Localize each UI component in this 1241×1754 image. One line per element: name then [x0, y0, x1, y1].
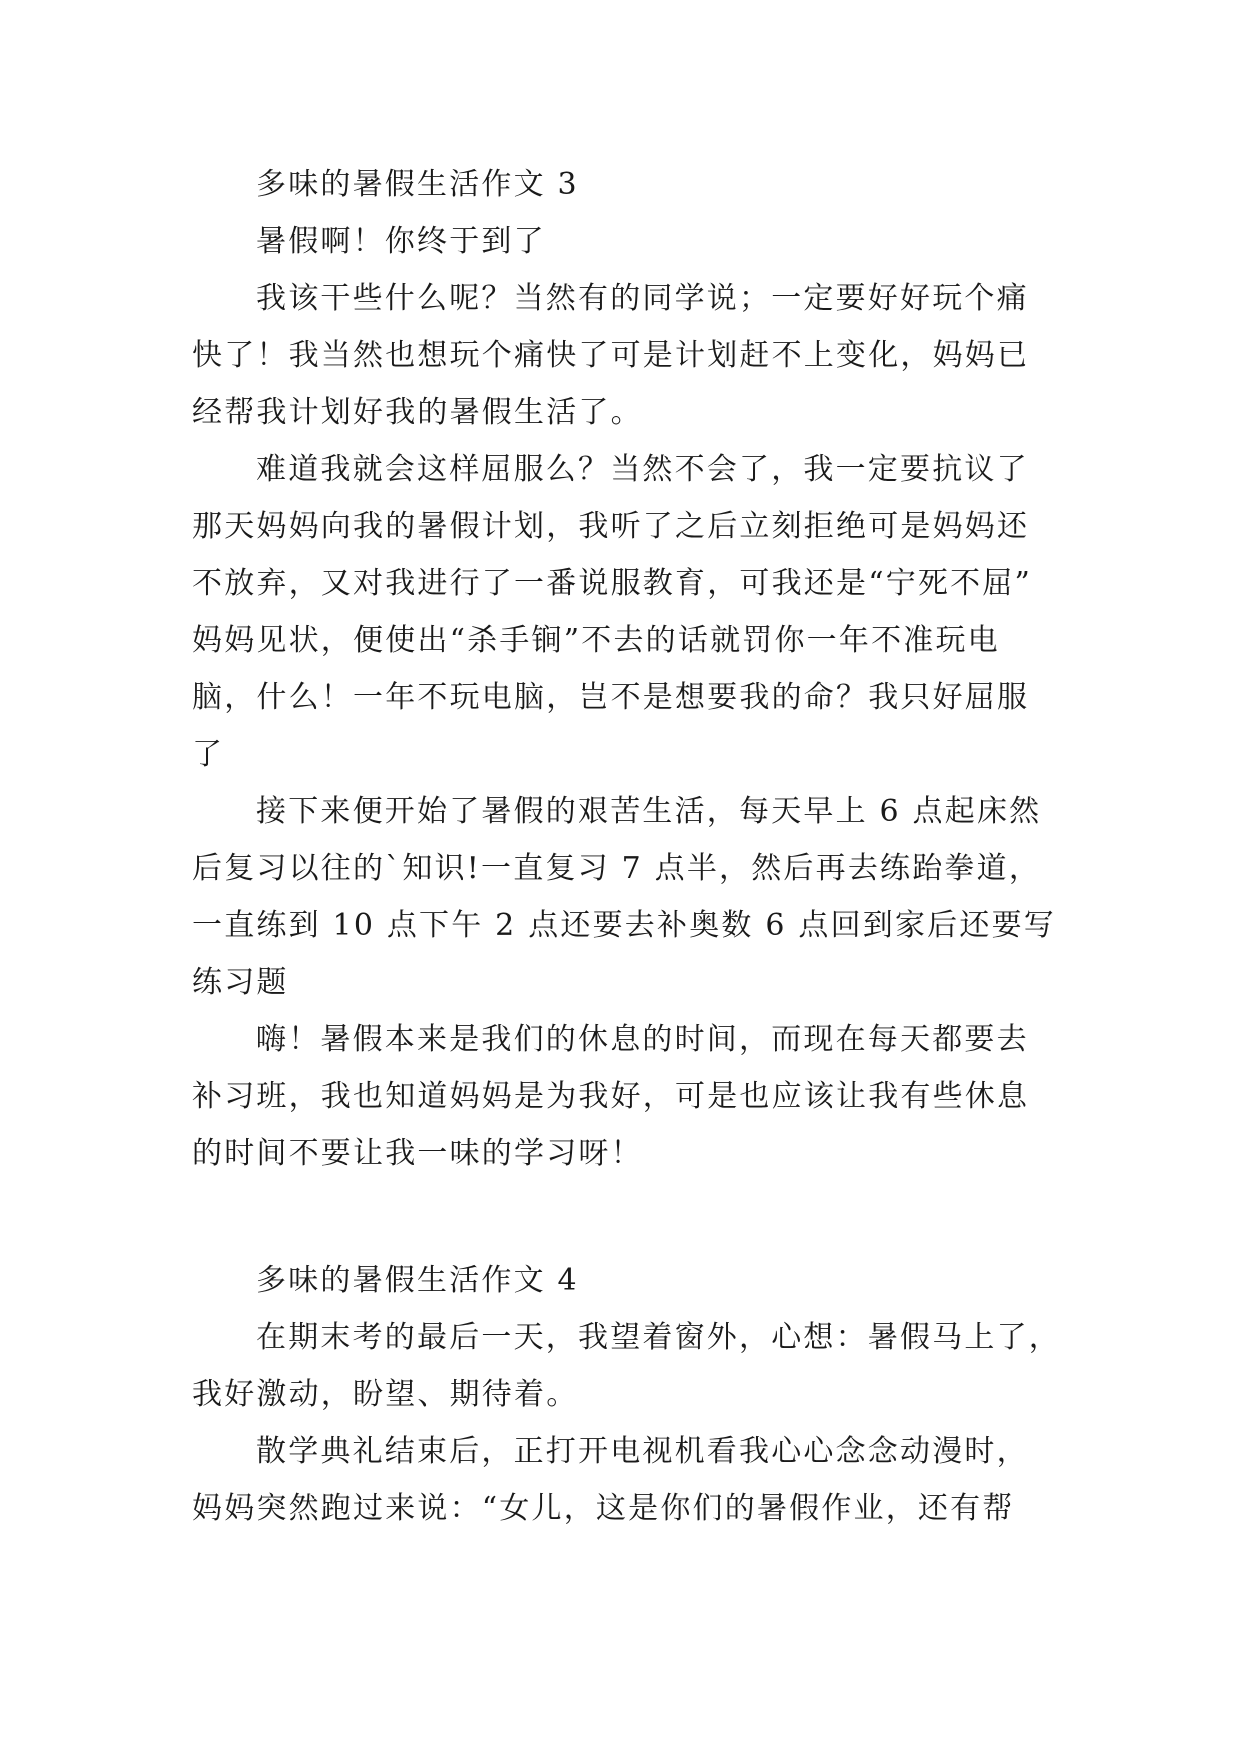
paragraph-line: 在期末考的最后一天，我望着窗外，心想：暑假马上了，: [256, 1320, 1061, 1355]
paragraph-line: 散学典礼结束后，正打开电视机看我心心念念动漫时，: [256, 1434, 1029, 1469]
paragraph-line: 了: [192, 737, 225, 772]
paragraph-line: 补习班，我也知道妈妈是为我好，可是也应该让我有些休息: [192, 1079, 1030, 1114]
paragraph-line: 练习题: [192, 965, 289, 1000]
paragraph-line: 不放弃，又对我进行了一番说服教育，可我还是“宁死不屈”: [192, 566, 1033, 601]
paragraph-line: 快了！我当然也想玩个痛快了可是计划赶不上变化，妈妈已: [192, 338, 1030, 373]
essay-3-title: 多味的暑假生活作文 3: [256, 167, 579, 202]
paragraph-line: 难道我就会这样屈服么？当然不会了，我一定要抗议了: [256, 452, 1029, 487]
paragraph-line: 脑，什么！一年不玩电脑，岂不是想要我的命？我只好屈服: [192, 680, 1030, 715]
paragraph-line: 经帮我计划好我的暑假生活了。: [192, 395, 643, 430]
paragraph-line: 接下来便开始了暑假的艰苦生活，每天早上 6 点起床然: [256, 794, 1042, 829]
paragraph-line: 嗨！暑假本来是我们的休息的时间，而现在每天都要去: [256, 1022, 1029, 1057]
paragraph-line: 妈妈突然跑过来说：“女儿，这是你们的暑假作业，还有帮: [192, 1491, 1015, 1526]
paragraph-line: 我该干些什么呢？当然有的同学说；一定要好好玩个痛: [256, 281, 1029, 316]
paragraph-line: 那天妈妈向我的暑假计划，我听了之后立刻拒绝可是妈妈还: [192, 509, 1030, 544]
essay-4-title: 多味的暑假生活作文 4: [256, 1263, 579, 1298]
paragraph-line: 暑假啊！你终于到了: [256, 224, 546, 259]
paragraph-line: 后复习以往的`知识!一直复习 7 点半，然后再去练跆拳道，: [192, 851, 1042, 886]
paragraph-line: 妈妈见状，便使出“杀手锏”不去的话就罚你一年不准玩电: [192, 623, 1000, 658]
paragraph-line: 我好激动，盼望、期待着。: [192, 1377, 579, 1412]
paragraph-line: 的时间不要让我一味的学习呀！: [192, 1136, 643, 1171]
paragraph-line: 一直练到 10 点下午 2 点还要去补奥数 6 点回到家后还要写: [192, 908, 1056, 943]
